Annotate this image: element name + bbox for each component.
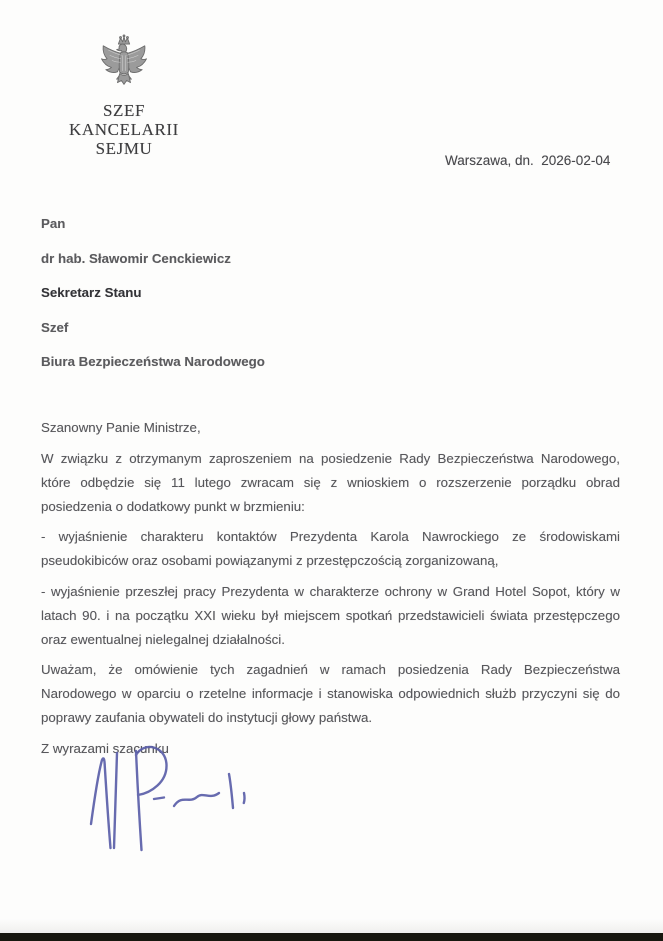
- closing-phrase: Z wyrazami szacunku: [41, 740, 169, 756]
- letterhead: [39, 33, 209, 158]
- addressee-line: Biura Bezpieczeństwa Narodowego: [41, 354, 265, 369]
- dateline: Warszawa, dn. 2026-02-04: [445, 153, 611, 168]
- letter-body: [41, 416, 620, 767]
- bullet-item: - wyjaśnienie przeszłej pracy Prezydenta w charakterze ochrony w Grand Hotel Sopot, który w latach 90. i na początku XXI wieku był miejscem spotkań przedstawicieli świata przestępczego oraz ewentualnej nielegalnej działalności.: [41, 583, 620, 647]
- bullet-item: - wyjaśnienie charakteru kontaktów Prezydenta Karola Nawrockiego ze środowiskami pseudokibiców oraz osobami powiązanymi z przestępczością zorganizowaną,: [41, 529, 620, 568]
- scan-shadow: [0, 919, 663, 933]
- letterhead-title-line2: KANCELARII SEJMU: [69, 120, 179, 158]
- polish-eagle-emblem-icon: [98, 33, 150, 95]
- letterhead-title-line1: SZEF: [102, 101, 146, 120]
- addressee-line: Sekretarz Stanu: [41, 285, 142, 300]
- handwritten-signature-icon: [86, 744, 258, 856]
- paragraph: Uważam, że omówienie tych zagadnień w ramach posiedzenia Rady Bezpieczeństwa Narodowego w oparciu o rzetelne informacje i stanowiska odpowiednich służb przyczyni się do poprawy zaufania obywateli do instytucji głowy państwa.: [41, 662, 620, 725]
- addressee-line: Szef: [41, 319, 69, 335]
- scan-edge-bar: [0, 933, 663, 941]
- paragraph: W związku z otrzymanym zaproszeniem na posiedzenie Rady Bezpieczeństwa Narodowego, które odbędzie się 11 lutego zwracam się z wnioskiem o rozszerzenie porządku obrad posiedzenia o dodatkowy punkt w brzmieniu:: [41, 450, 620, 514]
- addressee-line: dr hab. Sławomir Cenckiewicz: [41, 250, 231, 266]
- addressee-block: [41, 216, 265, 389]
- addressee-line: Pan: [41, 216, 66, 231]
- salutation: Szanowny Panie Ministrze,: [41, 420, 201, 435]
